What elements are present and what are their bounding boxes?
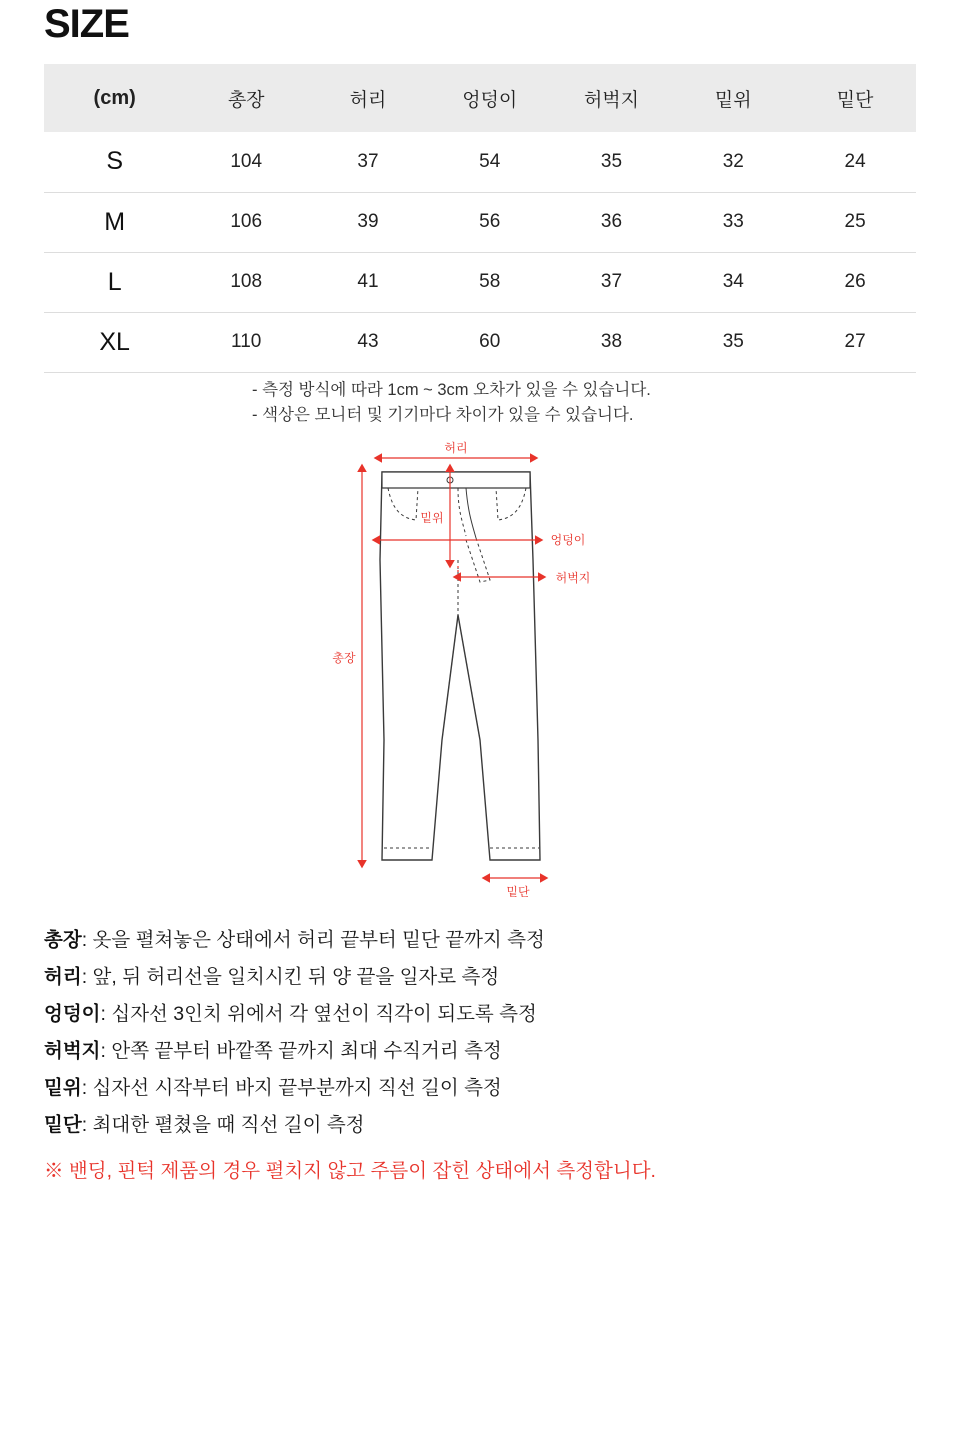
table-header-row bbox=[44, 64, 916, 132]
measurement-definitions bbox=[44, 922, 924, 1190]
diagram-label-hip: 엉덩이 bbox=[550, 533, 586, 547]
definition-text: : 십자선 3인치 위에서 각 옆선이 직각이 되도록 측정 bbox=[100, 1003, 537, 1025]
definition-text: : 십자선 시작부터 바지 끝부분까지 직선 길이 측정 bbox=[81, 1077, 502, 1099]
cell-hem: 26 bbox=[794, 252, 916, 312]
table-header-total-length: 총장 bbox=[185, 64, 307, 132]
row-size-label: S bbox=[44, 132, 185, 192]
cell-hip: 56 bbox=[429, 192, 551, 252]
cell-rise: 32 bbox=[672, 132, 794, 192]
definition-total-length bbox=[44, 922, 924, 959]
table-header-unit: (cm) bbox=[44, 64, 185, 132]
cell-rise: 33 bbox=[672, 192, 794, 252]
definition-hip bbox=[44, 996, 924, 1033]
definition-term: 엉덩이 bbox=[44, 1003, 101, 1025]
cell-total-length: 108 bbox=[185, 252, 307, 312]
cell-hem: 24 bbox=[794, 132, 916, 192]
definition-term: 허벅지 bbox=[44, 1040, 101, 1062]
cell-waist: 41 bbox=[307, 252, 429, 312]
table-header-hem: 밑단 bbox=[794, 64, 916, 132]
table-row bbox=[44, 312, 916, 372]
definition-text: : 옷을 펼쳐놓은 상태에서 허리 끝부터 밑단 끝까지 측정 bbox=[81, 929, 545, 951]
pants-outline bbox=[380, 472, 540, 860]
cell-thigh: 38 bbox=[551, 312, 673, 372]
row-size-label: M bbox=[44, 192, 185, 252]
cell-waist: 43 bbox=[307, 312, 429, 372]
note-measurement-tolerance: - 측정 방식에 따라 1cm ~ 3cm 오차가 있을 수 있습니다. bbox=[252, 381, 651, 399]
table-header-hip: 엉덩이 bbox=[429, 64, 551, 132]
size-table bbox=[44, 64, 916, 373]
table-header-thigh: 허벅지 bbox=[551, 64, 673, 132]
definition-text: : 최대한 펼쳤을 때 직선 길이 측정 bbox=[81, 1114, 365, 1136]
definition-text: : 앞, 뒤 허리선을 일치시킨 뒤 양 끝을 일자로 측정 bbox=[81, 966, 500, 988]
diagram-label-total-length: 총장 bbox=[332, 651, 356, 665]
cell-total-length: 110 bbox=[185, 312, 307, 372]
definition-term: 허리 bbox=[44, 966, 82, 988]
row-size-label: XL bbox=[44, 312, 185, 372]
cell-hip: 60 bbox=[429, 312, 551, 372]
size-table-body bbox=[44, 132, 916, 372]
size-table-container bbox=[44, 64, 916, 373]
table-header-rise: 밑위 bbox=[672, 64, 794, 132]
page-title: SIZE bbox=[44, 2, 129, 46]
definition-term: 총장 bbox=[44, 929, 82, 951]
diagram-label-rise: 밑위 bbox=[420, 511, 444, 525]
definition-thigh bbox=[44, 1033, 924, 1070]
cell-rise: 34 bbox=[672, 252, 794, 312]
cell-hem: 27 bbox=[794, 312, 916, 372]
cell-hip: 54 bbox=[429, 132, 551, 192]
cell-thigh: 36 bbox=[551, 192, 673, 252]
note-color-difference: - 색상은 모니터 및 기기마다 차이가 있을 수 있습니다. bbox=[252, 406, 634, 424]
cell-thigh: 37 bbox=[551, 252, 673, 312]
diagram-label-waist: 허리 bbox=[444, 441, 468, 455]
table-row bbox=[44, 252, 916, 312]
table-row bbox=[44, 192, 916, 252]
cell-hem: 25 bbox=[794, 192, 916, 252]
cell-waist: 39 bbox=[307, 192, 429, 252]
definition-hem bbox=[44, 1107, 924, 1144]
cell-hip: 58 bbox=[429, 252, 551, 312]
definition-text: : 안쪽 끝부터 바깥쪽 끝까지 최대 수직거리 측정 bbox=[100, 1040, 502, 1062]
cell-thigh: 35 bbox=[551, 132, 673, 192]
cell-total-length: 106 bbox=[185, 192, 307, 252]
table-header-waist: 허리 bbox=[307, 64, 429, 132]
definition-term: 밑위 bbox=[44, 1077, 82, 1099]
diagram-label-thigh: 허벅지 bbox=[555, 571, 591, 585]
definition-rise bbox=[44, 1070, 924, 1107]
definition-term: 밑단 bbox=[44, 1114, 82, 1136]
table-row bbox=[44, 132, 916, 192]
row-size-label: L bbox=[44, 252, 185, 312]
cell-total-length: 104 bbox=[185, 132, 307, 192]
table-notes bbox=[252, 378, 651, 428]
definition-waist bbox=[44, 959, 924, 996]
pants-measurement-diagram bbox=[330, 440, 660, 900]
measurement-footnote: ※ 밴딩, 핀턱 제품의 경우 펼치지 않고 주름이 잡힌 상태에서 측정합니다. bbox=[44, 1160, 656, 1182]
size-table-header bbox=[44, 64, 916, 132]
cell-rise: 35 bbox=[672, 312, 794, 372]
cell-waist: 37 bbox=[307, 132, 429, 192]
diagram-label-hem: 밑단 bbox=[506, 885, 530, 899]
